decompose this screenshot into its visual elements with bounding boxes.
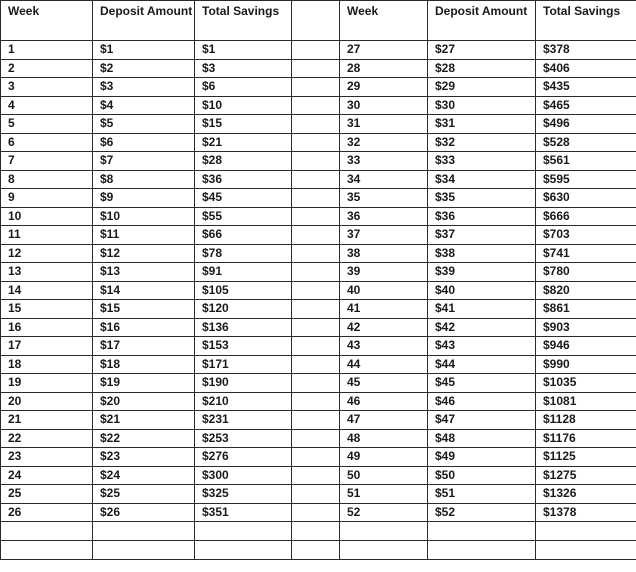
table-cell[interactable]: 23 [1, 448, 93, 467]
header-cell[interactable]: Week [1, 1, 93, 41]
empty-cell[interactable] [1, 541, 93, 560]
table-cell[interactable]: $1378 [536, 503, 636, 522]
table-cell[interactable]: $8 [93, 170, 195, 189]
empty-cell[interactable] [93, 522, 195, 541]
table-cell[interactable]: $36 [428, 207, 536, 226]
table-cell[interactable]: $20 [93, 392, 195, 411]
table-cell[interactable]: 21 [1, 411, 93, 430]
table-row [1, 189, 636, 208]
table-cell[interactable]: 19 [1, 374, 93, 393]
empty-cell[interactable] [536, 522, 636, 541]
table-cell[interactable] [292, 189, 340, 208]
table-cell[interactable] [292, 503, 340, 522]
table-cell[interactable]: 32 [340, 133, 428, 152]
header-cell[interactable]: Total Savings [195, 1, 292, 41]
table-cell[interactable] [292, 59, 340, 78]
table-row [1, 392, 636, 411]
table-row [1, 170, 636, 189]
table-cell[interactable]: $42 [428, 318, 536, 337]
table-row [1, 429, 636, 448]
table-cell[interactable]: 14 [1, 281, 93, 300]
table-cell[interactable] [292, 374, 340, 393]
table-cell[interactable]: $38 [428, 244, 536, 263]
header-cell[interactable]: Total Savings [536, 1, 636, 41]
table-cell[interactable]: $52 [428, 503, 536, 522]
table-cell[interactable]: $561 [536, 152, 636, 171]
table-row [1, 133, 636, 152]
table-cell[interactable]: 43 [340, 337, 428, 356]
table-cell[interactable]: $666 [536, 207, 636, 226]
table-cell[interactable]: $21 [195, 133, 292, 152]
table-row [1, 374, 636, 393]
table-cell[interactable]: $378 [536, 41, 636, 60]
table-cell[interactable]: $23 [93, 448, 195, 467]
table-cell[interactable] [292, 392, 340, 411]
table-cell[interactable]: $16 [93, 318, 195, 337]
table-row [1, 96, 636, 115]
table-cell[interactable] [292, 355, 340, 374]
table-cell[interactable]: $1128 [536, 411, 636, 430]
table-cell[interactable]: 27 [340, 41, 428, 60]
table-cell[interactable]: 15 [1, 300, 93, 319]
table-row [1, 448, 636, 467]
table-cell[interactable]: $29 [428, 78, 536, 97]
table-cell[interactable]: $351 [195, 503, 292, 522]
header-cell[interactable]: Week [340, 1, 428, 41]
table-cell[interactable] [292, 337, 340, 356]
table-cell[interactable] [292, 226, 340, 245]
empty-row [1, 522, 636, 541]
table-cell[interactable]: $40 [428, 281, 536, 300]
table-cell[interactable]: $41 [428, 300, 536, 319]
table-cell[interactable]: $21 [93, 411, 195, 430]
table-cell[interactable]: $190 [195, 374, 292, 393]
table-cell[interactable]: $18 [93, 355, 195, 374]
table-cell[interactable]: $105 [195, 281, 292, 300]
table-cell[interactable]: 11 [1, 226, 93, 245]
table-cell[interactable] [292, 170, 340, 189]
table-cell[interactable]: $22 [93, 429, 195, 448]
table-cell[interactable]: $49 [428, 448, 536, 467]
table-cell[interactable]: $6 [93, 133, 195, 152]
table-cell[interactable]: 17 [1, 337, 93, 356]
table-cell[interactable]: 7 [1, 152, 93, 171]
table-cell[interactable]: 6 [1, 133, 93, 152]
empty-cell[interactable] [428, 541, 536, 560]
table-cell[interactable]: 30 [340, 96, 428, 115]
table-cell[interactable]: $10 [195, 96, 292, 115]
table-cell[interactable]: 12 [1, 244, 93, 263]
table-cell[interactable] [292, 429, 340, 448]
table-cell[interactable]: 39 [340, 263, 428, 282]
header-cell[interactable]: Deposit Amount [428, 1, 536, 41]
table-cell[interactable]: 18 [1, 355, 93, 374]
table-cell[interactable]: $595 [536, 170, 636, 189]
table-cell[interactable]: 40 [340, 281, 428, 300]
table-cell[interactable]: $33 [428, 152, 536, 171]
empty-cell[interactable] [536, 541, 636, 560]
table-cell[interactable]: 3 [1, 78, 93, 97]
table-row [1, 318, 636, 337]
table-cell[interactable]: $15 [195, 115, 292, 134]
table-cell[interactable]: $34 [428, 170, 536, 189]
table-cell[interactable]: $24 [93, 466, 195, 485]
table-cell[interactable]: 22 [1, 429, 93, 448]
table-cell[interactable]: 51 [340, 485, 428, 504]
table-cell[interactable]: 24 [1, 466, 93, 485]
table-cell[interactable]: $1 [195, 41, 292, 60]
table-cell[interactable]: 35 [340, 189, 428, 208]
table-cell[interactable]: $12 [93, 244, 195, 263]
table-cell[interactable]: $46 [428, 392, 536, 411]
table-cell[interactable]: $820 [536, 281, 636, 300]
table-cell[interactable]: $946 [536, 337, 636, 356]
table-cell[interactable]: $39 [428, 263, 536, 282]
table-cell[interactable]: $19 [93, 374, 195, 393]
table-cell[interactable] [292, 133, 340, 152]
table-cell[interactable]: 28 [340, 59, 428, 78]
table-cell[interactable]: $36 [195, 170, 292, 189]
table-cell[interactable]: 4 [1, 96, 93, 115]
table-row [1, 355, 636, 374]
header-cell[interactable] [292, 1, 340, 41]
table-cell[interactable]: $11 [93, 226, 195, 245]
table-row [1, 207, 636, 226]
table-cell[interactable]: $171 [195, 355, 292, 374]
table-cell[interactable]: $1176 [536, 429, 636, 448]
table-cell[interactable] [292, 152, 340, 171]
table-cell[interactable] [292, 41, 340, 60]
table-cell[interactable]: $496 [536, 115, 636, 134]
table-cell[interactable]: $44 [428, 355, 536, 374]
table-cell[interactable] [292, 318, 340, 337]
table-cell[interactable]: $528 [536, 133, 636, 152]
header-row [1, 1, 636, 41]
table-cell[interactable]: $4 [93, 96, 195, 115]
table-cell[interactable]: 13 [1, 263, 93, 282]
header-cell[interactable]: Deposit Amount [93, 1, 195, 41]
table-row [1, 466, 636, 485]
table-cell[interactable]: $3 [93, 78, 195, 97]
table-cell[interactable]: 52 [340, 503, 428, 522]
table-cell[interactable]: 29 [340, 78, 428, 97]
table-row [1, 41, 636, 60]
table-row [1, 485, 636, 504]
table-cell[interactable]: $27 [428, 41, 536, 60]
table-cell[interactable]: 2 [1, 59, 93, 78]
table-cell[interactable]: 16 [1, 318, 93, 337]
table-cell[interactable]: $406 [536, 59, 636, 78]
table-cell[interactable]: $630 [536, 189, 636, 208]
table-cell[interactable]: $30 [428, 96, 536, 115]
table-cell[interactable]: $6 [195, 78, 292, 97]
table-cell[interactable]: $1275 [536, 466, 636, 485]
table-cell[interactable]: $136 [195, 318, 292, 337]
table-cell[interactable]: $47 [428, 411, 536, 430]
table-cell[interactable]: $45 [428, 374, 536, 393]
empty-cell[interactable] [93, 541, 195, 560]
table-cell[interactable] [292, 244, 340, 263]
table-cell[interactable]: $120 [195, 300, 292, 319]
empty-cell[interactable] [195, 522, 292, 541]
table-cell[interactable]: 34 [340, 170, 428, 189]
table-cell[interactable]: $253 [195, 429, 292, 448]
table-cell[interactable]: $91 [195, 263, 292, 282]
table-cell[interactable] [292, 466, 340, 485]
table-row [1, 244, 636, 263]
table-cell[interactable]: 49 [340, 448, 428, 467]
table-row [1, 115, 636, 134]
table-cell[interactable] [292, 207, 340, 226]
table-cell[interactable]: $903 [536, 318, 636, 337]
table-cell[interactable]: $50 [428, 466, 536, 485]
table-cell[interactable]: $13 [93, 263, 195, 282]
table-cell[interactable]: $1125 [536, 448, 636, 467]
table-cell[interactable]: $210 [195, 392, 292, 411]
table-cell[interactable]: $28 [195, 152, 292, 171]
table-cell[interactable]: $28 [428, 59, 536, 78]
table-cell[interactable]: $741 [536, 244, 636, 263]
table-cell[interactable] [292, 485, 340, 504]
empty-cell[interactable] [292, 541, 340, 560]
table-row [1, 226, 636, 245]
table-cell[interactable]: $26 [93, 503, 195, 522]
table-row [1, 300, 636, 319]
table-cell[interactable] [292, 300, 340, 319]
table-cell[interactable]: $231 [195, 411, 292, 430]
table-cell[interactable] [292, 96, 340, 115]
table-cell[interactable]: $276 [195, 448, 292, 467]
table-cell[interactable]: 26 [1, 503, 93, 522]
table-cell[interactable] [292, 281, 340, 300]
table-cell[interactable]: $17 [93, 337, 195, 356]
table-cell[interactable]: $32 [428, 133, 536, 152]
table-cell[interactable]: 44 [340, 355, 428, 374]
table-cell[interactable]: 8 [1, 170, 93, 189]
table-cell[interactable]: 42 [340, 318, 428, 337]
table-cell[interactable]: $51 [428, 485, 536, 504]
table-cell[interactable]: $15 [93, 300, 195, 319]
table-cell[interactable]: $465 [536, 96, 636, 115]
table-cell[interactable]: $48 [428, 429, 536, 448]
empty-row [1, 541, 636, 560]
table-cell[interactable]: $300 [195, 466, 292, 485]
table-cell[interactable]: 9 [1, 189, 93, 208]
empty-cell[interactable] [292, 522, 340, 541]
table-cell[interactable]: $780 [536, 263, 636, 282]
table-row [1, 59, 636, 78]
table-cell[interactable]: $5 [93, 115, 195, 134]
table-row [1, 503, 636, 522]
table-cell[interactable]: 5 [1, 115, 93, 134]
table-cell[interactable]: $435 [536, 78, 636, 97]
table-row [1, 263, 636, 282]
table-cell[interactable]: 48 [340, 429, 428, 448]
table-row [1, 281, 636, 300]
table-cell[interactable]: $1326 [536, 485, 636, 504]
table-cell[interactable] [292, 115, 340, 134]
table-cell[interactable] [292, 448, 340, 467]
table-cell[interactable]: $703 [536, 226, 636, 245]
table-cell[interactable]: 1 [1, 41, 93, 60]
table-cell[interactable]: $37 [428, 226, 536, 245]
table-cell[interactable]: 36 [340, 207, 428, 226]
table-cell[interactable]: 31 [340, 115, 428, 134]
table-cell[interactable]: $66 [195, 226, 292, 245]
table-cell[interactable]: 46 [340, 392, 428, 411]
table-cell[interactable]: $2 [93, 59, 195, 78]
table-cell[interactable] [292, 263, 340, 282]
table-cell[interactable]: 47 [340, 411, 428, 430]
table-cell[interactable]: $78 [195, 244, 292, 263]
table-cell[interactable]: $31 [428, 115, 536, 134]
table-cell[interactable]: $55 [195, 207, 292, 226]
table-cell[interactable]: $3 [195, 59, 292, 78]
table-cell[interactable]: 25 [1, 485, 93, 504]
table-cell[interactable]: $10 [93, 207, 195, 226]
table-row [1, 411, 636, 430]
table-cell[interactable]: 38 [340, 244, 428, 263]
table-cell[interactable]: 50 [340, 466, 428, 485]
table-cell[interactable]: $1035 [536, 374, 636, 393]
empty-cell[interactable] [340, 522, 428, 541]
table-cell[interactable]: 45 [340, 374, 428, 393]
table-row [1, 152, 636, 171]
table-cell[interactable]: 33 [340, 152, 428, 171]
table-cell[interactable]: $9 [93, 189, 195, 208]
empty-cell[interactable] [428, 522, 536, 541]
empty-cell[interactable] [195, 541, 292, 560]
table-cell[interactable]: 10 [1, 207, 93, 226]
table-cell[interactable]: $35 [428, 189, 536, 208]
table-row [1, 78, 636, 97]
table-cell[interactable]: $325 [195, 485, 292, 504]
table-cell[interactable] [292, 78, 340, 97]
table-cell[interactable] [292, 411, 340, 430]
table-cell[interactable]: $45 [195, 189, 292, 208]
table-cell[interactable]: $14 [93, 281, 195, 300]
table-cell[interactable]: $861 [536, 300, 636, 319]
table-cell[interactable]: $25 [93, 485, 195, 504]
table-cell[interactable]: 37 [340, 226, 428, 245]
table-cell[interactable]: $43 [428, 337, 536, 356]
table-cell[interactable]: $1081 [536, 392, 636, 411]
table-row [1, 337, 636, 356]
table-cell[interactable]: $153 [195, 337, 292, 356]
table-cell[interactable]: 20 [1, 392, 93, 411]
empty-cell[interactable] [1, 522, 93, 541]
table-cell[interactable]: 41 [340, 300, 428, 319]
table-cell[interactable]: $990 [536, 355, 636, 374]
empty-cell[interactable] [340, 541, 428, 560]
table-cell[interactable]: $7 [93, 152, 195, 171]
table-cell[interactable]: $1 [93, 41, 195, 60]
